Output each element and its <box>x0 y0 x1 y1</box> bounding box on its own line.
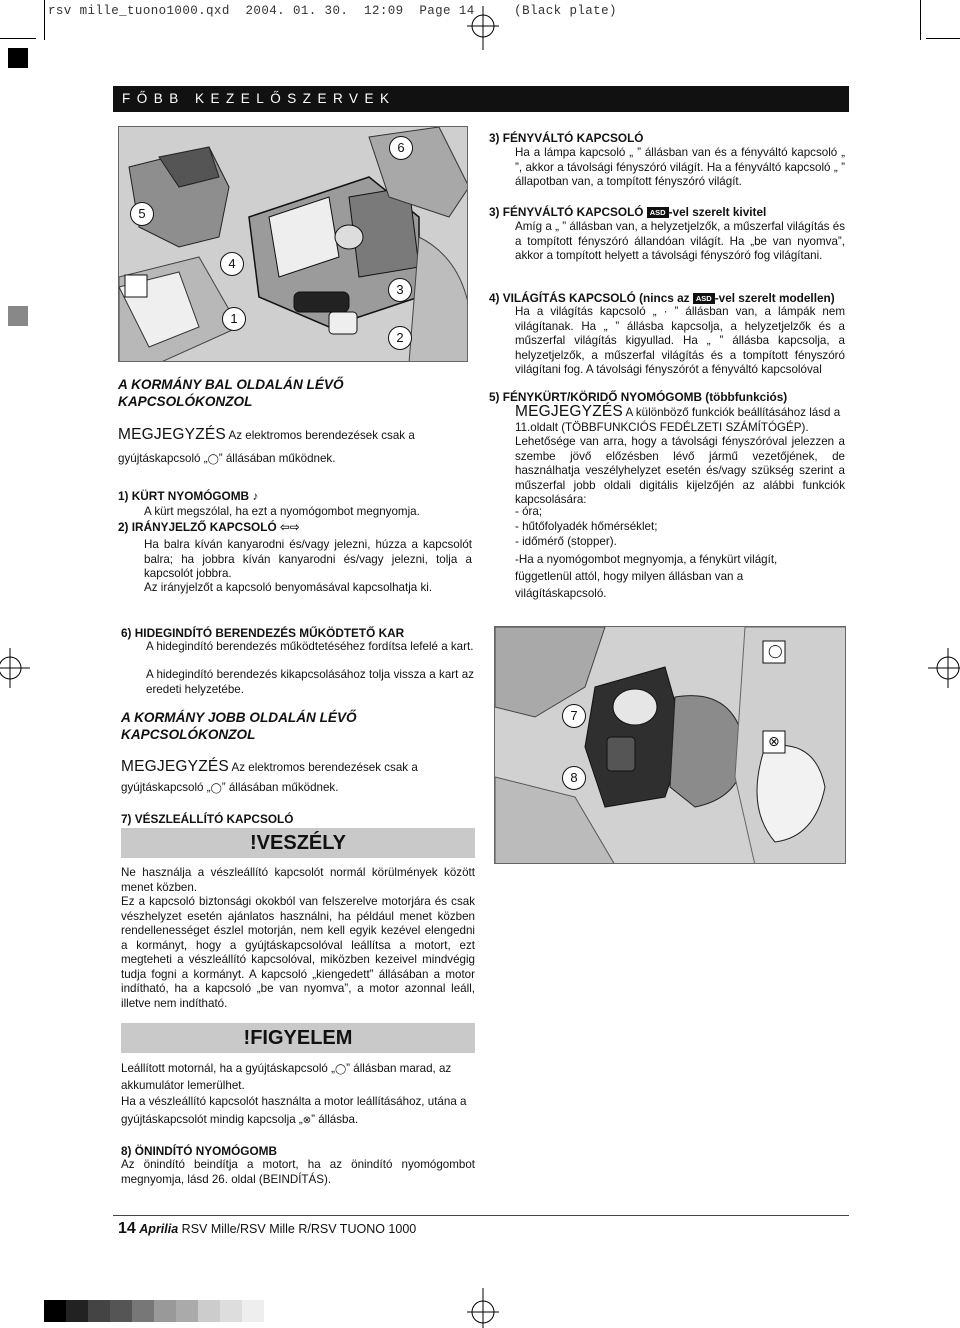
flash-tail: -Ha a nyomógombot megnyomja, a fénykürt világít, függetlenül attól, hogy milyen állásban van a világításkapcsoló. <box>515 553 778 600</box>
choke-heading: 6) HIDEGINDÍTÓ BERENDEZÉS MŰKÖDTETŐ KAR <box>121 626 405 640</box>
crop-mark-gray <box>8 306 28 326</box>
registration-mark-left <box>0 648 30 688</box>
attention-line-2: akkumulátor lemerülhet. <box>121 1079 245 1092</box>
asd-badge-2: ASD <box>693 293 715 304</box>
lights-heading: 4) VILÁGÍTÁS KAPCSOLÓ (nincs az ASD -vel szerelt modellen) <box>489 291 835 305</box>
danger-text: Ne használja a vészleállító kapcsolót normál körülmények között menet közben. Ez a kapcsoló biztonsági okokból van felszerelve motorjára és csak vészhelyzet esetén ajánlatos használni, ha például menet közben rendellenességet észlel motorján, nem kell egyik kezével elengedni a kormányt, hogy a gyújtáskapcsolóval leállítsa a motort, ezt megteheti a vészleállító kapcsolóval, miközben kezeivel mindvégig tudja fogni a kormányt. A kapcsoló „kiengedett” állásában a motor indítható, ha a kapcsoló „be van nyomva”, a motor azonnal leáll, illetve nem indítható. <box>121 866 475 1010</box>
section-banner: FŐBB KEZELŐSZERVEK <box>113 86 849 112</box>
note-text: Az elektromos berendezések csak a <box>228 429 415 442</box>
dimmer-heading: 3) FÉNYVÁLTÓ KAPCSOLÓ <box>489 131 644 145</box>
right-note-line2: gyújtáskapcsoló „◯” állásában működnek. <box>121 781 338 797</box>
flash-note-label: MEGJEGYZÉS <box>515 403 623 420</box>
turn-signal-heading: 2) IRÁNYJELZŐ KAPCSOLÓ ⇦⇨ <box>118 520 300 534</box>
trim-line-right-h <box>926 38 960 39</box>
left-note <box>118 428 468 444</box>
turn-signal-text: Ha balra kíván kanyarodni és/vagy jelezni, húzza a kapcsolót balra; ha jobbra kíván kanyarodni és/vagy jelezni, tolja a kapcsolót jobbra. <box>144 538 472 580</box>
starter-text: Az önindító beindítja a motort, ha az önindító nyomógombot megnyomja, lásd 26. oldal (BEINDÍTÁS). <box>121 1158 475 1186</box>
model-names: RSV Mille/RSV Mille R/RSV TUONO 1000 <box>181 1222 417 1236</box>
horn-heading: 1) KÜRT NYOMÓGOMB ♪ <box>118 489 259 503</box>
brand-name: Aprilia <box>139 1222 179 1236</box>
print-slug: rsv mille_tuono1000.qxd 2004. 01. 30. 12:09 Page 14 (Black plate) <box>48 4 617 18</box>
attention-line-4: gyújtáskapcsolót mindig kapcsolja „⊗” állásba. <box>121 1113 358 1129</box>
flash-note-text: A különböző funkciók beállításához lásd a 11.oldalt (TÖBBFUNKCIÓS FEDÉLZETI SZÁMÍTÓGÉP). <box>515 406 841 434</box>
page-footer <box>118 1222 416 1237</box>
callout-7: 7 <box>562 704 586 728</box>
right-console-title: A KORMÁNY JOBB OLDALÁN LÉVŐ KAPCSOLÓKONZOL <box>121 710 357 742</box>
callout-6: 6 <box>389 136 413 160</box>
flash-heading: 5) FÉNYKÜRT/KÖRIDŐ NYOMÓGOMB (többfunkciós) <box>489 390 788 404</box>
registration-mark-top <box>463 6 503 50</box>
dimmer-asd-heading: 3) FÉNYVÁLTÓ KAPCSOLÓ ASD -vel szerelt kivitel <box>489 205 767 219</box>
key-circle-icon: ◯ <box>207 454 219 465</box>
trim-line-left-h <box>0 38 36 39</box>
callout-8: 8 <box>562 766 586 790</box>
attention-line-1: Leállított motornál, ha a gyújtáskapcsoló „◯” állásban marad, az <box>121 1062 475 1078</box>
trim-line-left <box>44 0 45 40</box>
choke-text-2: A hidegindító berendezés kikapcsolásához tolja vissza a kart az eredeti helyzetébe. <box>146 668 474 696</box>
starter-heading: 8) ÖNINDÍTÓ NYOMÓGOMB <box>121 1144 277 1158</box>
callout-1: 1 <box>222 307 246 331</box>
dimmer-asd-text: Amíg a „ ” állásban van, a helyzetjelzők, a műszerfal világítás és a tompított fényszóró állandóan világít. Ha „be van nyomva”, akkor a tompított helyett a távolsági fényszóró fog világítani. <box>515 220 845 262</box>
left-handlebar-figure <box>118 126 468 362</box>
registration-mark-bottom <box>463 1288 503 1328</box>
footer-rule <box>113 1215 849 1216</box>
right-note-text: Az elektromos berendezések csak a <box>231 761 418 774</box>
key-off-icon: ⊗ <box>302 1115 312 1126</box>
flash-list-2: - hűtőfolyadék hőmérséklet; <box>515 520 658 533</box>
flash-note <box>515 405 845 435</box>
attention-bar: !FIGYELEM <box>121 1023 475 1053</box>
key-circle-icon: ◯ <box>768 643 783 658</box>
turn-signal-text-2: Az irányjelzőt a kapcsoló benyomásával kapcsolhatja ki. <box>144 581 433 594</box>
page-number: 14 <box>118 1220 136 1237</box>
key-circle-icon-2: ◯ <box>210 783 222 794</box>
left-switch-illustration <box>119 127 468 362</box>
choke-text-1: A hidegindító berendezés működtetéséhez fordítsa lefelé a kart. <box>146 640 474 653</box>
right-note <box>121 760 476 776</box>
horn-text: A kürt megszólal, ha ezt a nyomógombot megnyomja. <box>144 505 420 518</box>
callout-4: 4 <box>220 252 244 276</box>
right-note-label: MEGJEGYZÉS <box>121 758 229 775</box>
callout-3: 3 <box>388 278 412 302</box>
right-handlebar-figure <box>494 626 846 864</box>
danger-bar: !VESZÉLY <box>121 828 475 858</box>
registration-mark-right <box>928 648 960 688</box>
flash-list-3: - időmérő (stopper). <box>515 535 617 548</box>
lights-text: Ha a világítás kapcsoló „ · ” állásban van, a lámpák nem világítanak. Ha „ ” állásba kapcsolja, a helyzetjelzők és a műszerfal világítás kigyullad. Ha „ ” állásba kapcsolja, a helyzetjelzők, a műszerfal világítás és a tompított fényszóró világítani fog. A távolsági fényszórót a fényváltó kapcsolóval <box>515 305 845 376</box>
dimmer-text: Ha a lámpa kapcsoló „ ” állásban van és a fényváltó kapcsoló „ ”, akkor a távolsági fényszóró világít. Ha a fényváltó kapcsoló „ ” állapotban van, a tompított fényszóró világít. <box>515 146 845 188</box>
flash-text: Lehetősége van arra, hogy a távolsági fényszóróval jelezzen a szembe jövő előzésben lévő jármű vezetőjének, de használhatja veszélyhelyzet esetén és/vagy szükség szerint a műszerfal jobb oldali digitális kijelzőjén az alábbi funkciók kapcsolására: <box>515 435 845 506</box>
asd-badge: ASD <box>647 207 669 218</box>
attention-line-3: Ha a vészleállító kapcsolót használta a motor leállításához, utána a <box>121 1095 467 1108</box>
color-bar <box>44 1300 264 1326</box>
horn-icon: ♪ <box>252 489 259 503</box>
callout-5: 5 <box>130 202 154 226</box>
key-circle-icon-3: ◯ <box>334 1064 347 1075</box>
trim-line-right <box>920 0 921 40</box>
key-off-icon: ⊗ <box>768 733 780 749</box>
kill-switch-heading: 7) VÉSZLEÁLLÍTÓ KAPCSOLÓ <box>121 812 294 826</box>
flash-list-1: - óra; <box>515 505 543 518</box>
left-note-line2: gyújtáskapcsoló „◯” állásában működnek. <box>118 452 468 468</box>
crop-mark-square <box>8 48 28 68</box>
right-switch-illustration <box>495 627 846 864</box>
left-console-title: A KORMÁNY BAL OLDALÁN LÉVŐ KAPCSOLÓKONZOL <box>118 377 344 409</box>
note-label: MEGJEGYZÉS <box>118 426 226 443</box>
callout-2: 2 <box>388 326 412 350</box>
turn-arrows-icon: ⇦⇨ <box>279 520 300 534</box>
